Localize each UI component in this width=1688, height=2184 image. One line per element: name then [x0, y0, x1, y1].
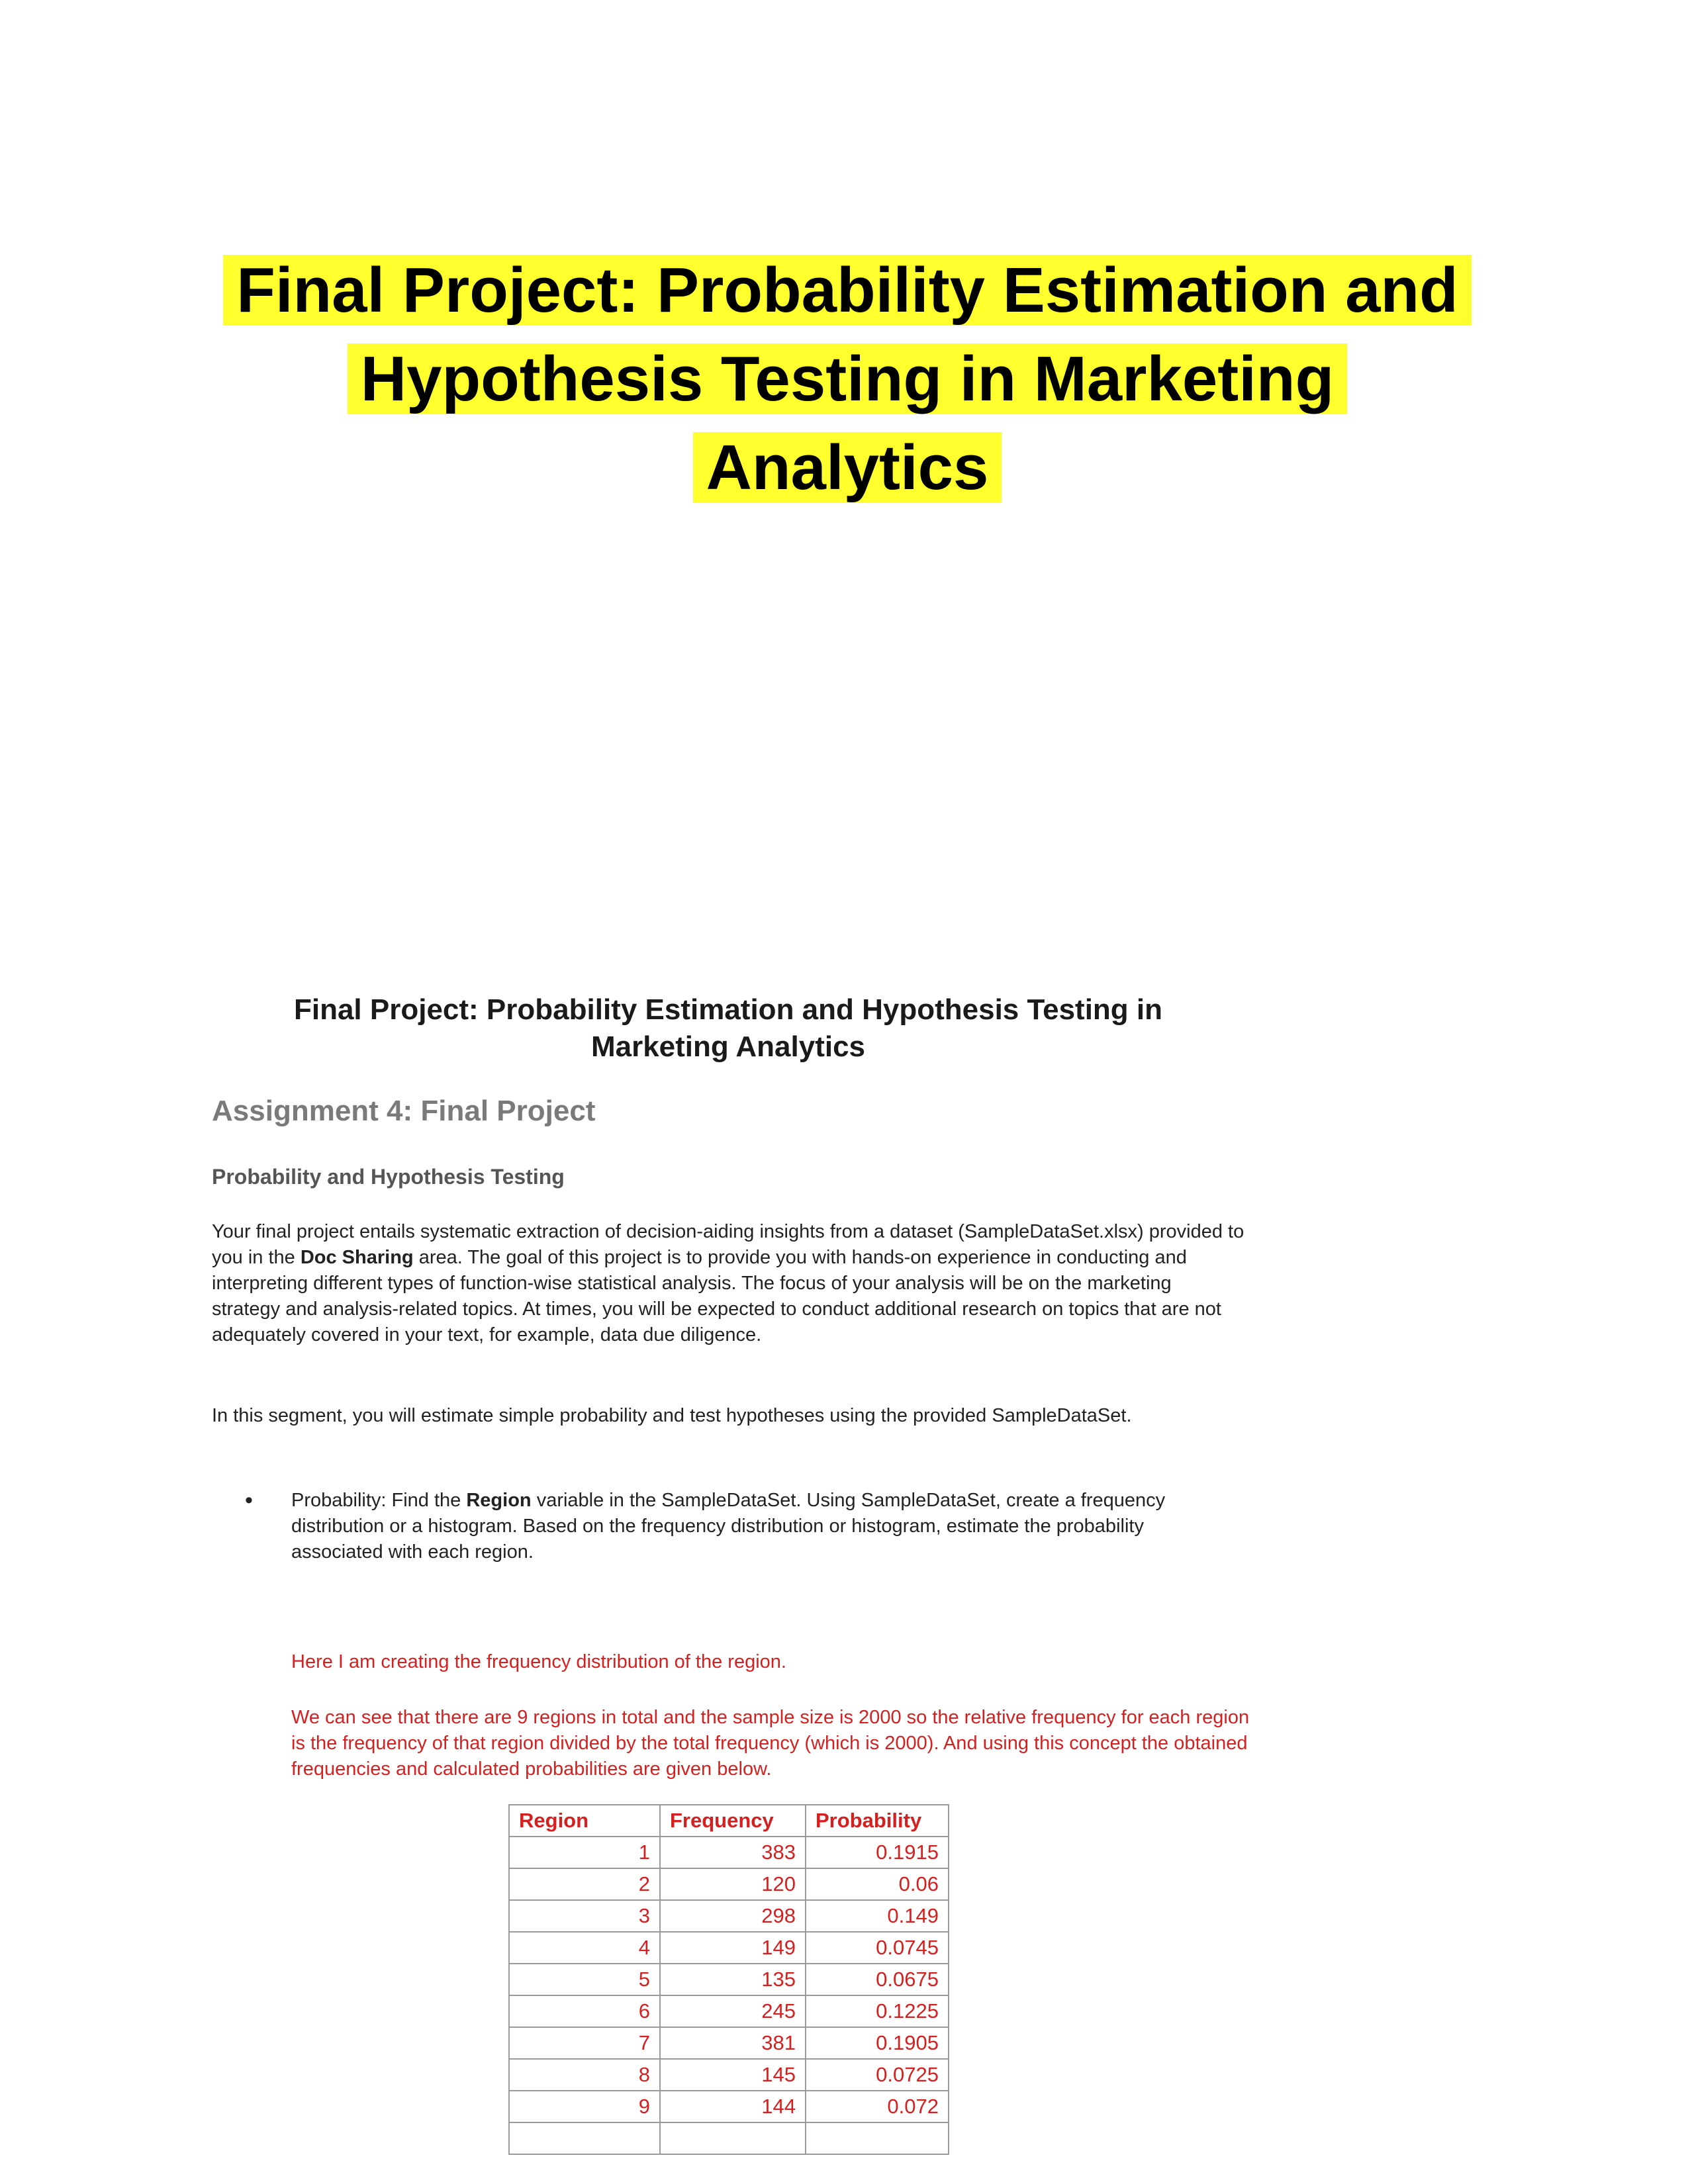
cell-region: 5 [509, 1964, 660, 1995]
cell-probability: 0.072 [806, 2091, 949, 2122]
frequency-table [508, 1804, 949, 2155]
cell-probability: 0.1225 [806, 1995, 949, 2027]
cover-title-line-3: Analytics [693, 432, 1002, 503]
bullet-icon: • [245, 1488, 253, 1513]
table-row [509, 1964, 949, 1995]
table-row [509, 2091, 949, 2122]
header-frequency: Frequency [660, 1805, 806, 1837]
cell-frequency: 149 [660, 1932, 806, 1964]
cell-region: 7 [509, 2027, 660, 2059]
table-row [509, 1932, 949, 1964]
cell-probability: 0.06 [806, 1868, 949, 1900]
table-header-row [509, 1805, 949, 1837]
table-row [509, 1868, 949, 1900]
table-row [509, 2059, 949, 2091]
intro-paragraph [212, 1219, 1244, 1348]
table-row [509, 2027, 949, 2059]
cell-region [509, 2122, 660, 2154]
cell-frequency: 381 [660, 2027, 806, 2059]
segment-paragraph: In this segment, you will estimate simple probability and test hypotheses using the provided SampleDataSet. [212, 1405, 1132, 1426]
intro-text-a: Your final project entails systematic extraction of decision-aiding insights from a dataset (SampleDataSet.xlsx) provided to you in the [212, 1221, 1244, 1268]
cell-region: 8 [509, 2059, 660, 2091]
cell-frequency: 135 [660, 1964, 806, 1995]
cell-region: 4 [509, 1932, 660, 1964]
cover-title [159, 246, 1536, 512]
document-title-line-2: Marketing Analytics [590, 1030, 866, 1063]
cell-frequency: 298 [660, 1900, 806, 1932]
cell-probability: 0.0725 [806, 2059, 949, 2091]
cell-frequency [660, 2122, 806, 2154]
answer-paragraph-2: We can see that there are 9 regions in total and the sample size is 2000 so the relative frequency for each region is the frequency of that region divided by the total frequency (which is 2000). And using this concept the obtained frequencies and calculated probabilities are given below. [291, 1707, 1250, 1780]
cell-frequency: 383 [660, 1837, 806, 1868]
table-row [509, 1900, 949, 1932]
document-title-line-1: Final Project: Probability Estimation and Hypothesis Testing in [293, 993, 1163, 1026]
cell-region: 6 [509, 1995, 660, 2027]
cell-probability: 0.0745 [806, 1932, 949, 1964]
header-region: Region [509, 1805, 660, 1837]
cell-region: 2 [509, 1868, 660, 1900]
cell-region: 3 [509, 1900, 660, 1932]
intro-text-b: area. The goal of this project is to provide you with hands-on experience in conducting and interpreting different types of function-wise statistical analysis. The focus of your analysis will be on the marketing strategy and analysis-related topics. At times, you will be expected to conduct additional research on topics that are not adequately covered in your text, for example, data due diligence. [212, 1247, 1221, 1345]
bullet-text-bold: Region [466, 1490, 532, 1511]
bullet-text-a: Probability: Find the [291, 1490, 467, 1511]
cell-probability: 0.1905 [806, 2027, 949, 2059]
cover-title-line-1: Final Project: Probability Estimation and [223, 255, 1472, 326]
cell-region: 9 [509, 2091, 660, 2122]
header-probability: Probability [806, 1805, 949, 1837]
table-row-empty [509, 2122, 949, 2154]
cell-probability: 0.149 [806, 1900, 949, 1932]
cell-frequency: 120 [660, 1868, 806, 1900]
cell-region: 1 [509, 1837, 660, 1868]
bullet-item [245, 1488, 1238, 1565]
cover-title-line-2: Hypothesis Testing in Marketing [348, 343, 1347, 414]
cell-frequency: 144 [660, 2091, 806, 2122]
cell-frequency: 145 [660, 2059, 806, 2091]
table-row [509, 1995, 949, 2027]
cell-probability: 0.0675 [806, 1964, 949, 1995]
bullet-text [291, 1488, 1238, 1565]
assignment-heading: Assignment 4: Final Project [212, 1095, 596, 1127]
answer-line-1: Here I am creating the frequency distribution of the region. [291, 1651, 786, 1672]
document-title [199, 991, 1258, 1066]
bullet-text-b: variable in the SampleDataSet. Using SampleDataSet, create a frequency distribution or a histogram. Based on the frequency distribution or histogram, estimate the probability associated with each region. [291, 1490, 1166, 1563]
cell-frequency: 245 [660, 1995, 806, 2027]
intro-text-bold: Doc Sharing [300, 1247, 414, 1268]
cell-probability: 0.1915 [806, 1837, 949, 1868]
section-heading: Probability and Hypothesis Testing [212, 1165, 565, 1189]
cell-probability [806, 2122, 949, 2154]
table-row [509, 1837, 949, 1868]
